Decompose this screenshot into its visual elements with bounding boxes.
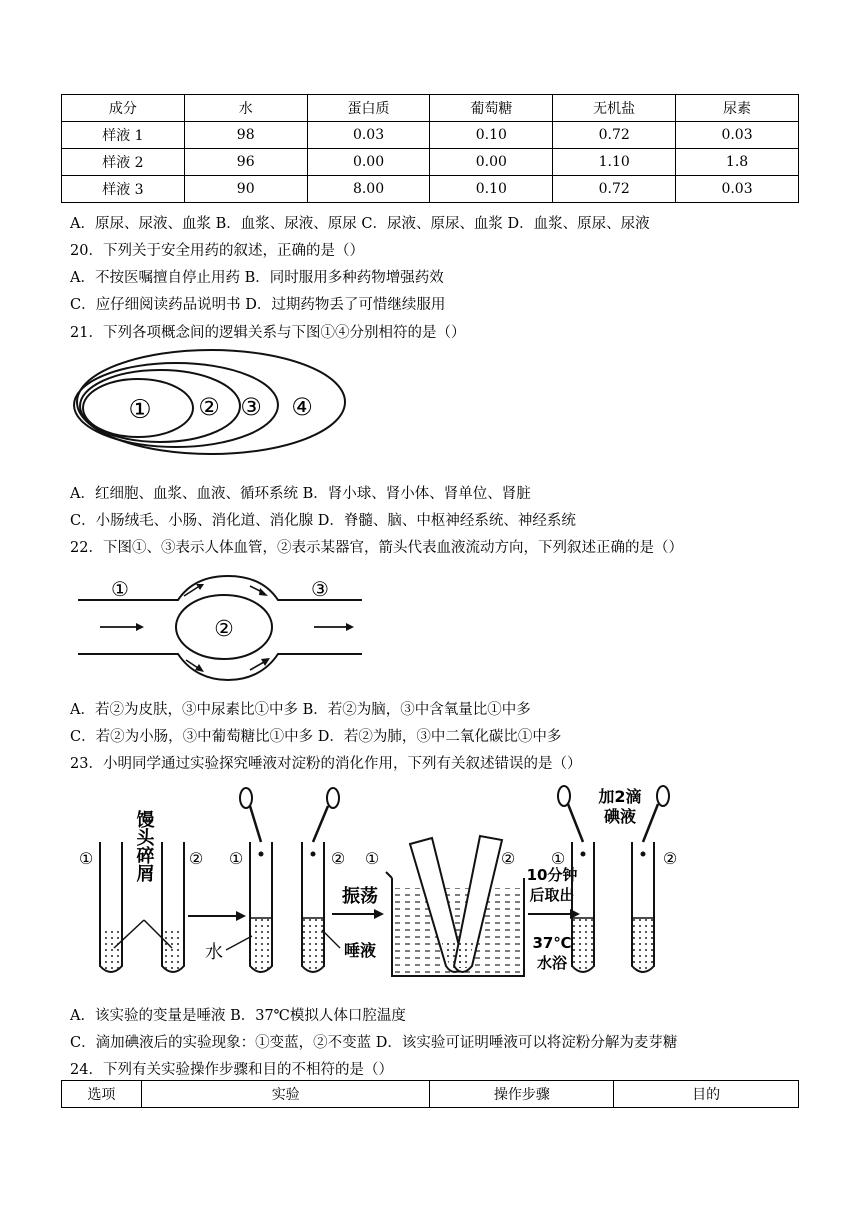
table-cell: 0.03 bbox=[676, 176, 799, 203]
table-cell: 0.10 bbox=[430, 122, 553, 149]
stage4-tube2-label: ② bbox=[662, 849, 678, 868]
q21-options-ab: A．红细胞、血浆、血液、循环系统 B．肾小球、肾小体、肾单位、肾脏 bbox=[70, 486, 531, 502]
table-row bbox=[62, 122, 799, 149]
table-cell: 0.00 bbox=[430, 149, 553, 176]
stage1-tube1-label: ① bbox=[78, 849, 94, 868]
stage3-tube2-label: ② bbox=[500, 849, 516, 868]
table-cell: 96 bbox=[184, 149, 307, 176]
table-header-cell: 水 bbox=[184, 95, 307, 122]
table-cell: 0.72 bbox=[553, 122, 676, 149]
blood-flow-figure bbox=[78, 570, 368, 688]
label-2: ② bbox=[198, 393, 220, 421]
table-cell: 0.03 bbox=[307, 122, 430, 149]
bread-crumbs-label: 馒头碎屑 bbox=[133, 810, 155, 882]
table-cell: 样液 3 bbox=[62, 176, 185, 203]
q24-stem: 24．下列有关实验操作步骤和目的不相符的是（） bbox=[70, 1062, 393, 1078]
stage3-tube1-label: ① bbox=[364, 849, 380, 868]
table-header-row bbox=[62, 95, 799, 122]
stage4-tube1-label: ① bbox=[550, 849, 566, 868]
q19-options: A．原尿、尿液、血浆 B．血浆、尿液、原尿 C．尿液、原尿、血浆 D．血浆、原尿、尿液 bbox=[70, 216, 650, 232]
q22-stem: 22．下图①、③表示人体血管，②表示某器官，箭头代表血液流动方向，下列叙述正确的是（） bbox=[70, 540, 683, 556]
label-organ-2: ② bbox=[214, 617, 234, 642]
table-cell: 0.72 bbox=[553, 176, 676, 203]
table-cell: 98 bbox=[184, 122, 307, 149]
table-header-cell: 成分 bbox=[62, 95, 185, 122]
table-row bbox=[62, 149, 799, 176]
table-header-cell: 目的 bbox=[614, 1081, 799, 1108]
table-cell: 1.8 bbox=[676, 149, 799, 176]
table-row bbox=[62, 176, 799, 203]
label-4: ④ bbox=[291, 393, 313, 421]
q20-options-ab: A．不按医嘱擅自停止用药 B．同时服用多种药物增强药效 bbox=[70, 270, 444, 286]
label-vessel-3: ③ bbox=[311, 577, 329, 601]
q22-options-cd: C．若②为小肠，③中葡萄糖比①中多 D．若②为肺，③中二氧化碳比①中多 bbox=[70, 729, 562, 745]
table-header-cell: 实验 bbox=[141, 1081, 430, 1108]
iodine-label: 加2滴碘液 bbox=[598, 787, 642, 826]
table-cell: 样液 1 bbox=[62, 122, 185, 149]
table-cell: 0.10 bbox=[430, 176, 553, 203]
q20-options-cd: C．应仔细阅读药品说明书 D．过期药物丢了可惜继续服用 bbox=[70, 297, 446, 313]
table-header-cell: 操作步骤 bbox=[430, 1081, 614, 1108]
q20-stem: 20．下列关于安全用药的叙述，正确的是（） bbox=[70, 243, 364, 259]
table-header-cell: 蛋白质 bbox=[307, 95, 430, 122]
q22-options-ab: A．若②为皮肤，③中尿素比①中多 B．若②为脑，③中含氧量比①中多 bbox=[70, 702, 531, 718]
stage2-tube2-label: ② bbox=[330, 849, 346, 868]
table-cell: 0.00 bbox=[307, 149, 430, 176]
table-cell: 0.03 bbox=[676, 122, 799, 149]
q23-stem: 23．小明同学通过实验探究唾液对淀粉的消化作用，下列有关叙述错误的是（） bbox=[70, 756, 582, 772]
table-cell: 1.10 bbox=[553, 149, 676, 176]
shake-label: 振荡 bbox=[342, 886, 378, 907]
stage1-tube2-label: ② bbox=[188, 849, 204, 868]
ten-minutes-label: 10分钟后取出 bbox=[526, 866, 578, 904]
saliva-experiment-figure bbox=[74, 780, 714, 990]
label-vessel-1: ① bbox=[111, 577, 129, 601]
stage2-tube1-label: ① bbox=[228, 849, 244, 868]
table-header-cell: 葡萄糖 bbox=[430, 95, 553, 122]
table-cell: 90 bbox=[184, 176, 307, 203]
table-cell: 样液 2 bbox=[62, 149, 185, 176]
nested-ellipses-figure bbox=[72, 346, 352, 458]
saliva-label: 唾液 bbox=[343, 941, 377, 960]
table-header-cell: 尿素 bbox=[676, 95, 799, 122]
label-1: ① bbox=[128, 395, 152, 425]
table-cell: 8.00 bbox=[307, 176, 430, 203]
label-3: ③ bbox=[240, 393, 262, 421]
water-bath-label: 37℃水浴 bbox=[532, 934, 572, 972]
table-header-cell: 无机盐 bbox=[553, 95, 676, 122]
composition-table bbox=[61, 94, 799, 203]
q21-stem: 21．下列各项概念间的逻辑关系与下图①④分别相符的是（） bbox=[70, 325, 466, 341]
q23-options-ab: A．该实验的变量是唾液 B．37℃模拟人体口腔温度 bbox=[70, 1008, 406, 1024]
experiment-table bbox=[61, 1080, 799, 1108]
q21-options-cd: C．小肠绒毛、小肠、消化道、消化腺 D．脊髓、脑、中枢神经系统、神经系统 bbox=[70, 513, 576, 529]
water-label: 水 bbox=[205, 942, 223, 963]
table-header-row bbox=[62, 1081, 799, 1108]
q23-options-cd: C．滴加碘液后的实验现象：①变蓝，②不变蓝 D．该实验可证明唾液可以将淀粉分解为麦芽糖 bbox=[70, 1035, 678, 1051]
table-header-cell: 选项 bbox=[62, 1081, 142, 1108]
